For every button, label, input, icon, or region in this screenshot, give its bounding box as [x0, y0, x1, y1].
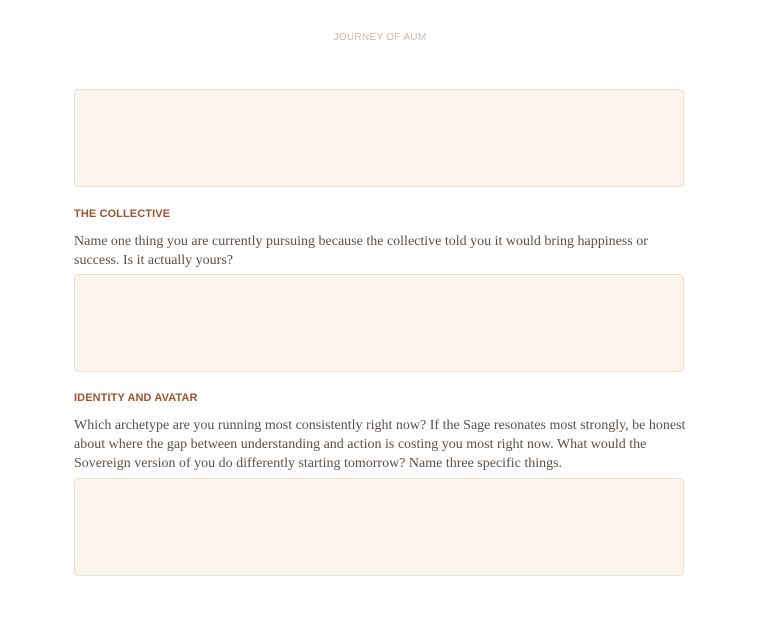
prompt-identity-avatar: Which archetype are you running most consistently right now? If the Sage resonates most strongly, be honest about where the gap between understanding and action is costing you most right now. What would the Sovereign version of you do differently starting tomorrow? Name three specific things. — [74, 418, 686, 471]
section-title-collective: THE COLLECTIVE — [74, 208, 171, 220]
prompt-collective: Name one thing you are currently pursuing because the collective told you it would bring happiness or success. Is it actually yours? — [74, 234, 648, 268]
answer-textarea-collective[interactable] — [74, 274, 684, 372]
answer-textarea-identity-avatar[interactable] — [74, 478, 684, 576]
journal-header-title: JOURNEY OF AUM — [333, 32, 427, 43]
answer-textarea-previous[interactable] — [74, 89, 684, 187]
section-title-identity-avatar: IDENTITY AND AVATAR — [74, 392, 198, 404]
